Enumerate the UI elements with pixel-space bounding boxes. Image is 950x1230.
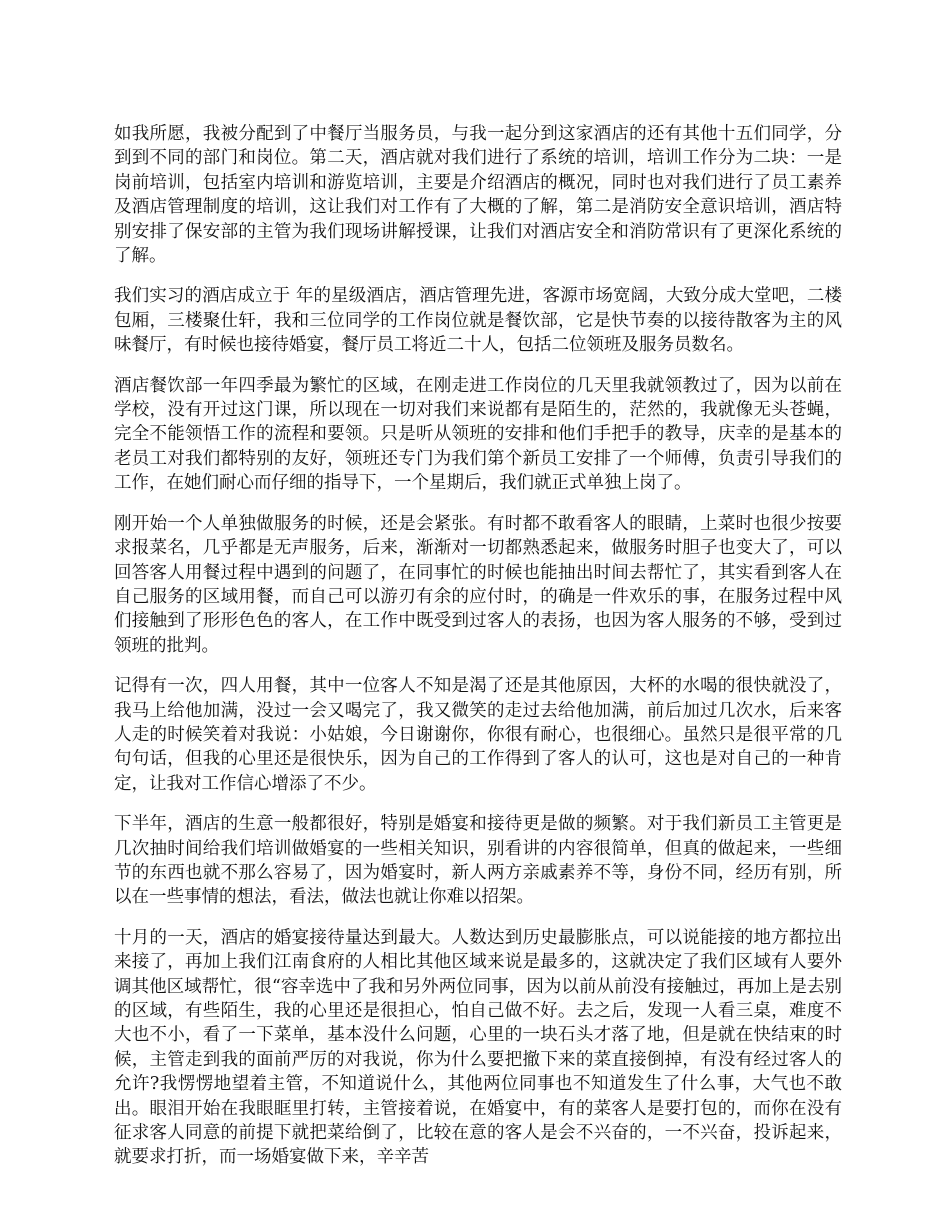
paragraph-6: 下半年，酒店的生意一般都很好，特别是婚宴和接待更是做的频繁。对于我们新员工主管更是几次抽时间给我们培训做婚宴的一些相关知识，别看讲的内容很简单，但真的做起来，一些细节的东西也就不那么容易了，因为婚宴时，新人两方亲戚素养不等，身份不同，经历有别，所以在一些事情的想法，看法，做法也就让你难以招架。 bbox=[114, 814, 842, 908]
paragraph-4: 刚开始一个人单独做服务的时候，还是会紧张。有时都不敢看客人的眼睛，上菜时也很少按要求报菜名，几乎都是无声服务，后来，渐渐对一切都熟悉起来，做服务时胆子也变大了，可以回答客人用餐过程中遇到的问题了，在同事忙的时候也能抽出时间去帮忙了，其实看到客人在自己服务的区域用餐，而自己可以游刃有余的应付时，的确是一件欢乐的事，在服务过程中风们接触到了形形色色的客人，在工作中既受到过客人的表扬，也因为客人服务的不够，受到过领班的批判。 bbox=[114, 513, 842, 656]
paragraph-5: 记得有一次，四人用餐，其中一位客人不知是渴了还是其他原因，大杯的水喝的很快就没了，我马上给他加满，没过一会又喝完了，我又微笑的走过去给他加满，前后加过几次水，后来客人走的时候笑着对我说：小姑娘，今日谢谢你，你很有耐心，也很细心。虽然只是很平常的几句句话，但我的心里还是很快乐，因为自己的工作得到了客人的认可，这也是对自己的一种肯定，让我对工作信心增添了不少。 bbox=[114, 676, 842, 794]
document-body bbox=[114, 122, 842, 1186]
paragraph-1: 如我所愿，我被分配到了中餐厅当服务员，与我一起分到这家酒店的还有其他十五们同学，分到到不同的部门和岗位。第二天，酒店就对我们进行了系统的培训，培训工作分为二块：一是岗前培训，包括室内培训和游览培训，主要是介绍酒店的概况，同时也对我们进行了员工素养及酒店管理制度的培训，这让我们对工作有了大概的了解，第二是消防安全意识培训，酒店特别安排了保安部的主管为我们现场讲解授课，让我们对酒店安全和消防常识有了更深化系统的了解。 bbox=[114, 124, 842, 267]
paragraph-2: 我们实习的酒店成立于 年的星级酒店，酒店管理先进，客源市场宽阔，大致分成大堂吧，二楼包厢，三楼聚仕轩，我和三位同学的工作岗位就是餐饮部，它是快节奏的以接待散客为主的风味餐厅，有时候也接待婚宴，餐厅员工将近二十人，包括二位领班及服务员数名。 bbox=[114, 286, 842, 356]
paragraph-3: 酒店餐饮部一年四季最为繁忙的区域，在刚走进工作岗位的几天里我就领教过了，因为以前在学校，没有开过这门课，所以现在一切对我们来说都有是陌生的，茫然的，我就像无头苍蝇，完全不能领悟工作的流程和要领。只是听从领班的安排和他们手把手的教导，庆幸的是基本的老员工对我们都特别的友好，领班还专门为我们第个新员工安排了一个师傅，负责引导我们的工作，在她们耐心而仔细的指导下，一个星期后，我们就正式单独上岗了。 bbox=[114, 375, 842, 494]
paragraph-7: 十月的一天，酒店的婚宴接待量达到最大。人数达到历史最膨胀点，可以说能接的地方都拉出来接了，再加上我们江南食府的人相比其他区域来说是最多的，这就决定了我们区域有人要外调其他区域帮忙，很“容幸选中了我和另外两位同事，因为以前从前没有接触过，再加上是去别的区域，有些陌生，我的心里还是很担心，怕自己做不好。去之后，发现一人看三桌，难度不大也不小，看了一下菜单，基本没什么问题，心里的一块石头才落了地，但是就在快结束的时候，主管走到我的面前严厉的对我说，你为什么要把撤下来的菜直接倒掉，有没有经过客人的允许?我愣愣地望着主管，不知道说什么，其他两位同事也不知道发生了什么事，大气也不敢出。眼泪开始在我眼眶里打转，主管接着说，在婚宴中，有的菜客人是要打包的，而你在没有征求客人同意的前提下就把菜给倒了，比较在意的客人是会不兴奋的，一不兴奋，投诉起来，就要求打折，而一场婚宴做下来，辛辛苦 bbox=[114, 927, 842, 1168]
